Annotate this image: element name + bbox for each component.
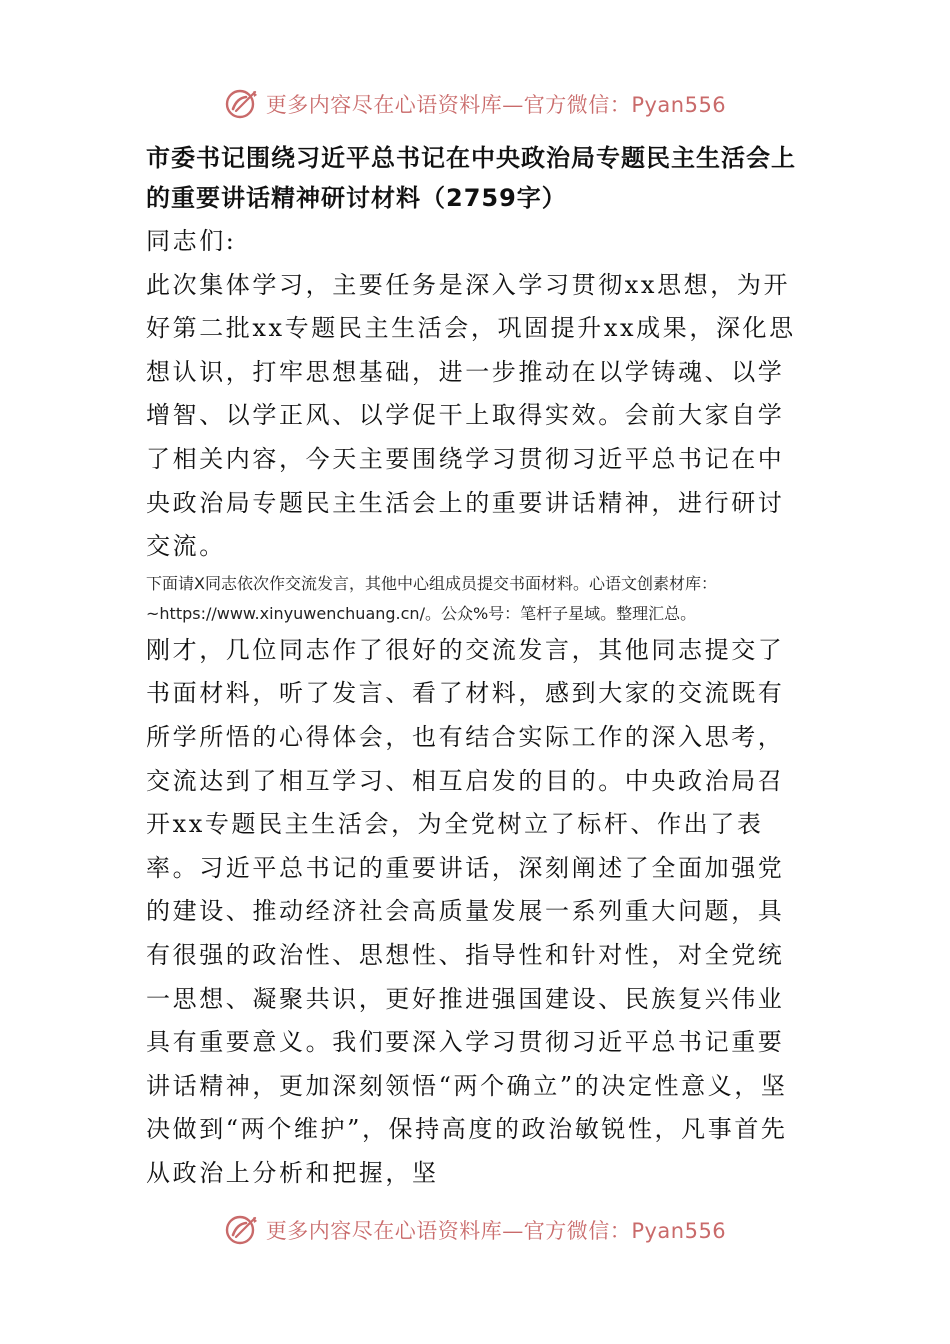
pen-logo-icon [224,1212,260,1248]
watermark-text: 更多内容尽在心语资料库—官方微信：Pyan556 [265,1219,727,1243]
watermark-handle: Pyan556 [631,93,727,117]
paragraph-2: 刚才，几位同志作了很好的交流发言，其他同志提交了书面材料，听了发言、看了材料，感到大家的交流既有所学所悟的心得体会，也有结合实际工作的深入思考，交流达到了相互学习、相互启发的目的。中央政治局召开xx专题民主生活会，为全党树立了标杆、作出了表率。习近平总书记的重要讲话，深刻阐述了全面加强党的建设、推动经济社会高质量发展一系列重大问题，具有很强的政治性、思想性、指导性和针对性，对全党统一思想、凝聚共识，更好推进强国建设、民族复兴伟业具有重要意义。我们要深入学习贯彻习近平总书记重要讲话精神，更加深刻领悟“两个确立”的决定性意义，坚决做到“两个维护”，保持高度的政治敏锐性，凡事首先从政治上分析和把握，坚 [146,635,788,1187]
document-title: 市委书记围绕习近平总书记在中央政治局专题民主生活会上的重要讲话精神研讨材料（2759字） [146,144,796,212]
greeting: 同志们: [146,227,237,255]
paragraph-1: 此次集体学习，主要任务是深入学习贯彻xx思想，为开好第二批xx专题民主生活会，巩固提升xx成果，深化思想认识，打牢思想基础，进一步推动在以学铸魂、以学增智、以学正风、以学促干上取得实效。会前大家自学了相关内容，今天主要围绕学习贯彻习近平总书记在中央政治局专题民主生活会上的重要讲话精神，进行研讨交流。 [146,270,796,561]
document-body [146,138,806,1195]
header-watermark [0,84,950,124]
pen-logo-icon [224,86,260,122]
inline-note: 下面请X同志依次作交流发言，其他中心组成员提交书面材料。心语文创素材库：~https://www.xinyuwenchuang.cn/。公众%号：笔杆子星域。整理汇总。 [146,573,717,623]
watermark-handle: Pyan556 [631,1219,727,1243]
watermark-text: 更多内容尽在心语资料库—官方微信：Pyan556 [265,93,727,117]
footer-watermark [0,1210,950,1250]
